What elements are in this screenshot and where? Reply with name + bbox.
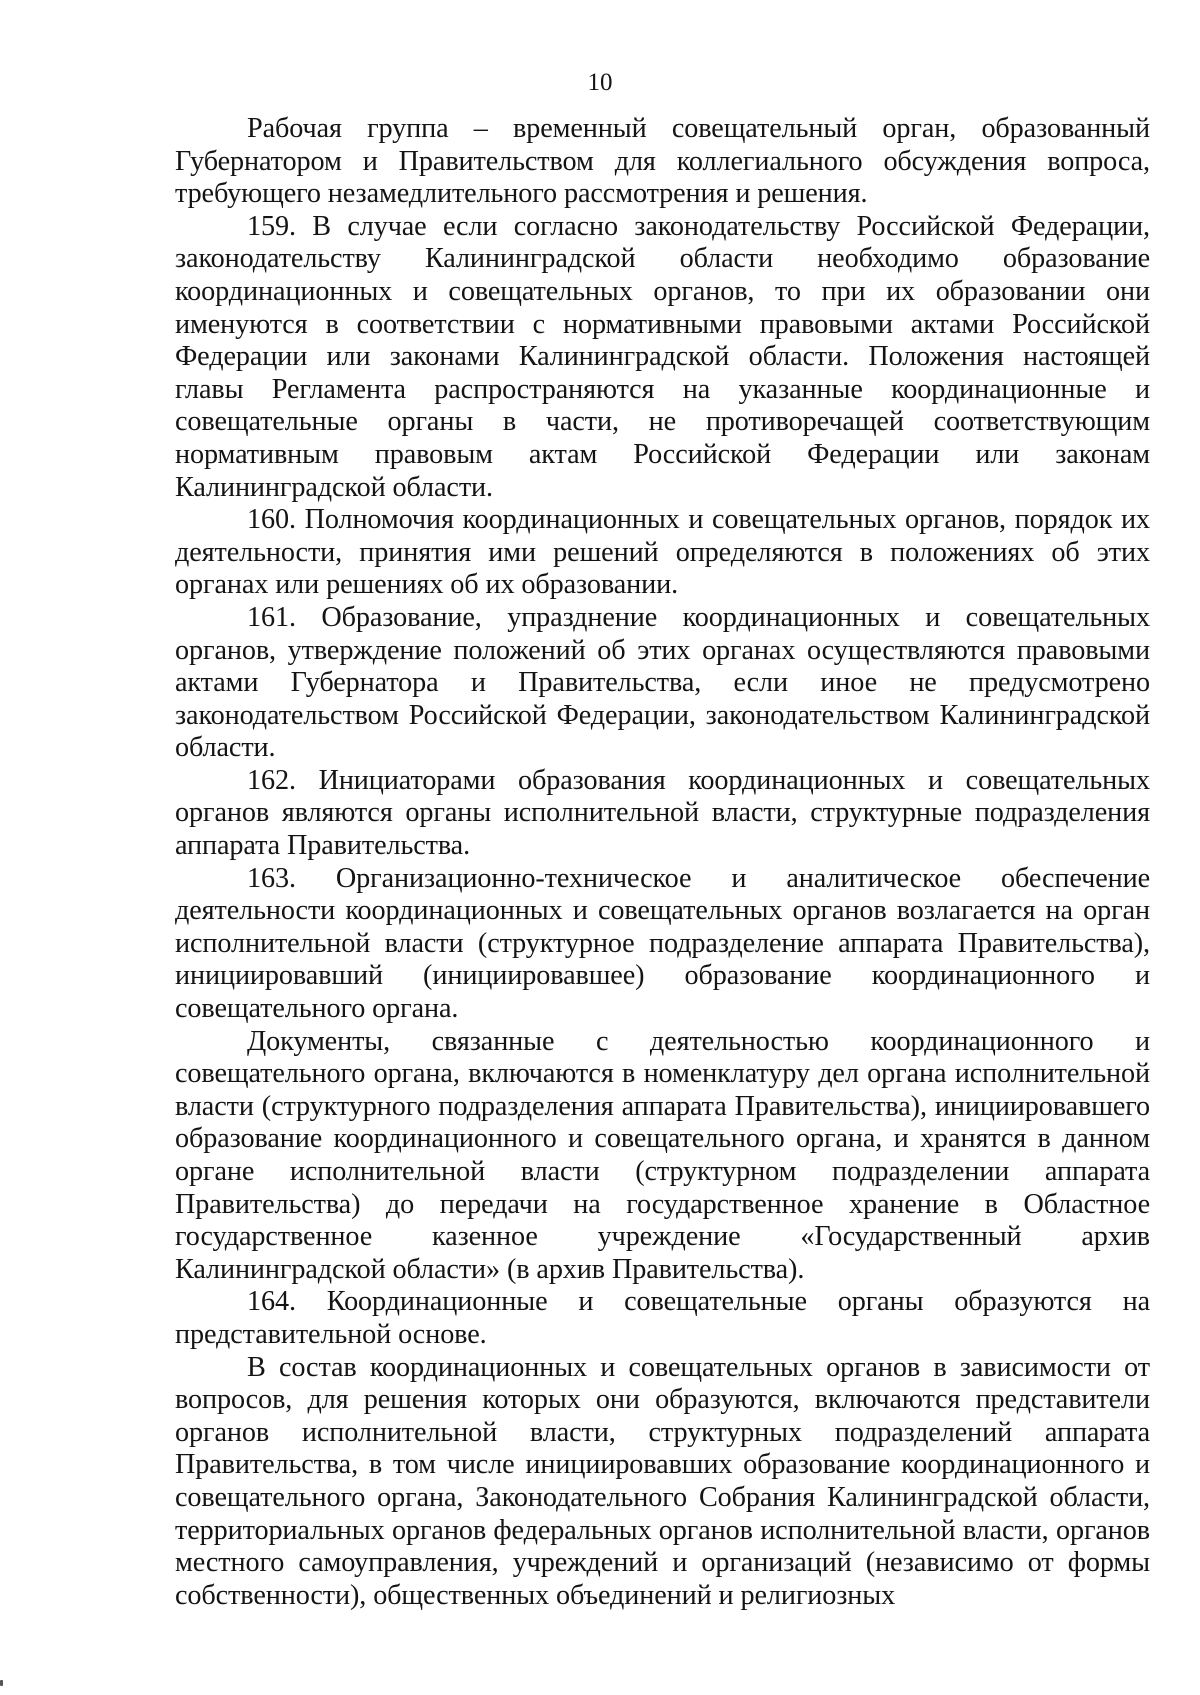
page-number: 10 — [587, 69, 613, 96]
paragraph-working-group: Рабочая группа – временный совещательный орган, образованный Губернатором и Правительством для коллегиального обсуждения вопроса, требующего незамедлительного рассмотрения и решения. — [175, 113, 1150, 210]
paragraph-composition: В состав координационных и совещательных органов в зависимости от вопросов, для решения которых они образуются, включаются представители органов исполнительной власти, структурных подразделений аппарата Правительства, в том числе инициировавших образование координационного и совещательного органа, Законодательного Собрания Калининградской области, территориальных органов федеральных органов исполнительной власти, органов местного самоуправления, учреждений и организаций (независимо от формы собственности), общественных объединений и религиозных — [175, 1351, 1150, 1611]
paragraph-162: 162. Инициаторами образования координационных и совещательных органов являются органы исполнительной власти, структурные подразделения аппарата Правительства. — [175, 764, 1150, 862]
paragraph-159: 159. В случае если согласно законодательству Российской Федерации, законодательству Калининградской области необходимо образование координационных и совещательных органов, то при их образовании они именуются в соответствии с нормативными правовыми актами Российской Федерации или законами Калининградской области. Положения настоящей главы Регламента распространяются на указанные координационные и совещательные органы в части, не противоречащей соответствующим нормативным правовым актам Российской Федерации или законам Калининградской области. — [175, 210, 1150, 503]
paragraph-161: 161. Образование, упразднение координационных и совещательных органов, утверждение положений об этих органах осуществляются правовыми актами Губернатора и Правительства, если иное не предусмотрено законодательством Российской Федерации, законодательством Калининградской области. — [175, 601, 1150, 764]
paragraph-documents: Документы, связанные с деятельностью координационного и совещательного органа, включаются в номенклатуру дел органа исполнительной власти (структурного подразделения аппарата Правительства), инициировавшего образование координационного и совещательного органа, и хранятся в данном органе исполнительной власти (структурном подразделении аппарата Правительства) до передачи на государственное хранение в Областное государственное казенное учреждение «Государственный архив Калининградской области» (в архив Правительства). — [175, 1025, 1150, 1285]
scan-artifact — [0, 1680, 3, 1686]
paragraph-164: 164. Координационные и совещательные органы образуются на представительной основе. — [175, 1286, 1150, 1350]
paragraph-160: 160. Полномочия координационных и совещательных органов, порядок их деятельности, принятия ими решений определяются в положениях об этих органах или решениях об их образовании. — [175, 504, 1150, 601]
paragraph-163: 163. Организационно-техническое и аналитическое обеспечение деятельности координационных и совещательных органов возлагается на орган исполнительной власти (структурное подразделение аппарата Правительства), инициировавший (инициировавшее) образование координационного и совещательного органа. — [175, 862, 1150, 1025]
document-body — [175, 113, 1150, 1612]
